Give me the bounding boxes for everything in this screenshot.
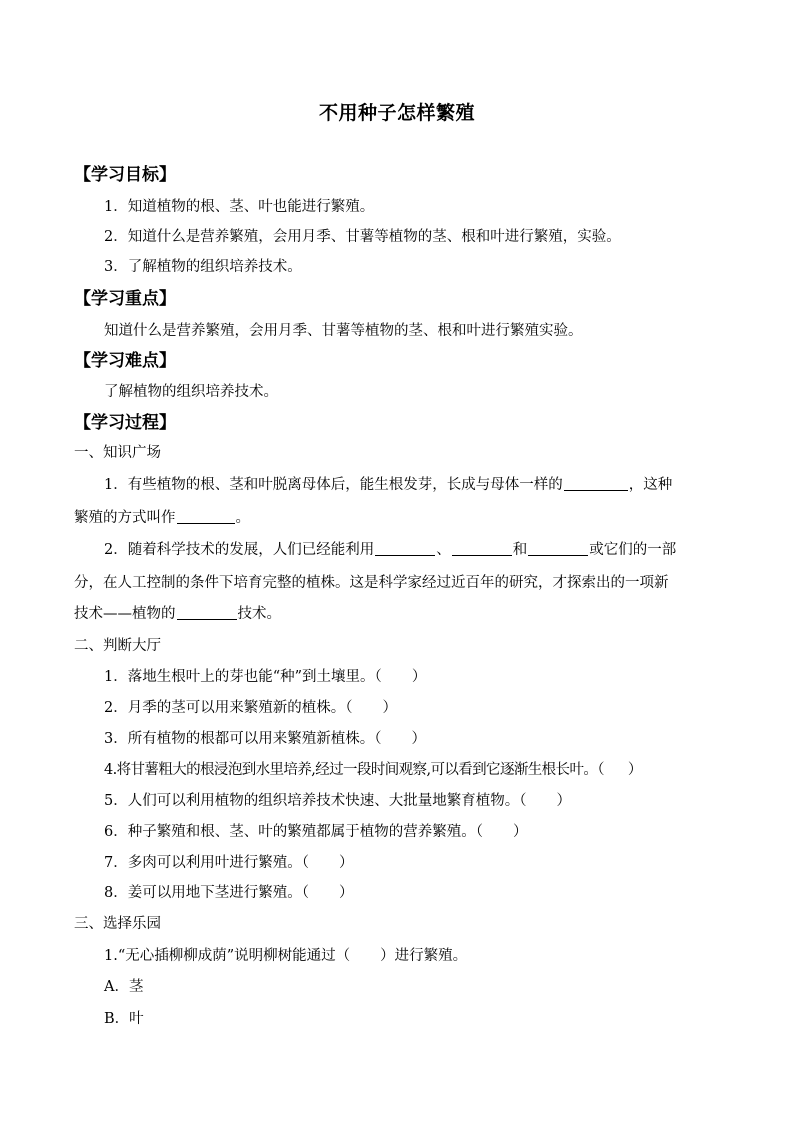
judge-text: 3．所有植物的根都可以用来繁殖新植株。（	[104, 731, 382, 747]
q1-text-c: 繁殖的方式叫作	[74, 510, 176, 526]
key-text: 知道什么是营养繁殖，会用月季、甘薯等植物的茎、根和叶进行繁殖实验。	[104, 323, 583, 339]
part1-q1-line1	[104, 474, 672, 496]
judge-text: 1．落地生根叶上的芽也能“种”到土壤里。（	[104, 669, 382, 685]
q1-text-b: ，这种	[628, 477, 673, 493]
paren-close: ）	[411, 669, 427, 685]
paren-close: ）	[411, 731, 426, 747]
judge-item-6	[104, 821, 527, 843]
answer-blank[interactable]	[177, 603, 237, 620]
goal-item-1: 1．知道植物的根、茎、叶也能进行繁殖。	[104, 199, 375, 215]
judge-text: 2．月季的茎可以用来繁殖新的植株。（	[104, 700, 353, 716]
choice-text-a: 1.“无心插柳柳成荫”说明柳树能通过（	[104, 948, 351, 964]
judge-text: 8．姜可以用地下茎进行繁殖。（	[104, 885, 309, 901]
q2-text-a: 2．随着科学技术的发展，人们已经能利用	[104, 542, 375, 558]
part1-q2-line3	[74, 603, 281, 625]
q1-text-a: 1．有些植物的根、茎和叶脱离母体后，能生根发芽，长成与母体一样的	[104, 477, 563, 493]
choice-question-1	[104, 945, 467, 967]
heading-key: 【学习重点】	[74, 289, 176, 309]
answer-blank[interactable]	[177, 507, 235, 524]
answer-blank[interactable]	[528, 539, 588, 556]
answer-blank[interactable]	[564, 474, 628, 491]
paren-close: ）	[556, 793, 571, 809]
judge-text: 5．人们可以利用植物的组织培养技术快速、大批量地繁育植物。（	[104, 793, 527, 809]
answer-blank[interactable]	[452, 539, 512, 556]
paren-close: ）	[382, 700, 397, 716]
paren-close: ）	[338, 855, 354, 871]
judge-text: 6．种子繁殖和根、茎、叶的繁殖都属于植物的营养繁殖。（	[104, 824, 483, 840]
difficult-text: 了解植物的组织培养技术。	[104, 384, 278, 400]
goal-item-3: 3．了解植物的组织培养技术。	[104, 259, 302, 275]
judge-item-8	[104, 882, 353, 904]
paren-close: ）	[512, 824, 528, 840]
goal-item-2: 2．知道什么是营养繁殖，会用月季、甘薯等植物的茎、根和叶进行繁殖，实验。	[104, 229, 621, 245]
heading-goals: 【学习目标】	[74, 165, 176, 185]
part2-label: 二、判断大厅	[74, 638, 161, 654]
q2-text-b: 、	[436, 542, 451, 558]
part1-q2-line1	[104, 539, 676, 561]
judge-item-4	[104, 759, 642, 781]
judge-item-7	[104, 852, 353, 874]
judge-item-5	[104, 790, 571, 812]
judge-item-1	[104, 666, 426, 688]
part3-label: 三、选择乐园	[74, 916, 161, 932]
part1-q2-line2: 分，在人工控制的条件下培育完整的植株。这是科学家经过近百年的研究，才探索出的一项新	[74, 575, 669, 591]
choice-text-b: ）进行繁殖。	[380, 948, 468, 964]
q2-text-c: 和	[512, 542, 528, 558]
q1-text-d: 。	[235, 510, 250, 526]
judge-text: 7．多肉可以利用叶进行繁殖。（	[104, 855, 309, 871]
heading-process: 【学习过程】	[74, 413, 176, 433]
page-title: 不用种子怎样繁殖	[318, 102, 475, 124]
paren-close: ）	[338, 885, 354, 901]
part1-label: 一、知识广场	[74, 445, 161, 461]
answer-blank[interactable]	[375, 539, 435, 556]
q2-text-d: 或它们的一部	[589, 542, 677, 558]
q2-text-g: 技术。	[237, 606, 281, 622]
choice-option-b[interactable]: B．叶	[104, 1011, 144, 1027]
judge-text: 4.将甘薯粗大的根浸泡到水里培养,经过一段时间观察,可以看到它逐渐生根长叶。（	[104, 762, 604, 778]
part1-q1-line2	[74, 507, 250, 529]
judge-item-2	[104, 697, 397, 719]
paren-close: ）	[627, 762, 642, 778]
judge-item-3	[104, 728, 426, 750]
q2-text-f: 技术——植物的	[74, 606, 176, 622]
choice-option-a[interactable]: A．茎	[104, 979, 144, 995]
heading-difficult: 【学习难点】	[74, 351, 176, 371]
